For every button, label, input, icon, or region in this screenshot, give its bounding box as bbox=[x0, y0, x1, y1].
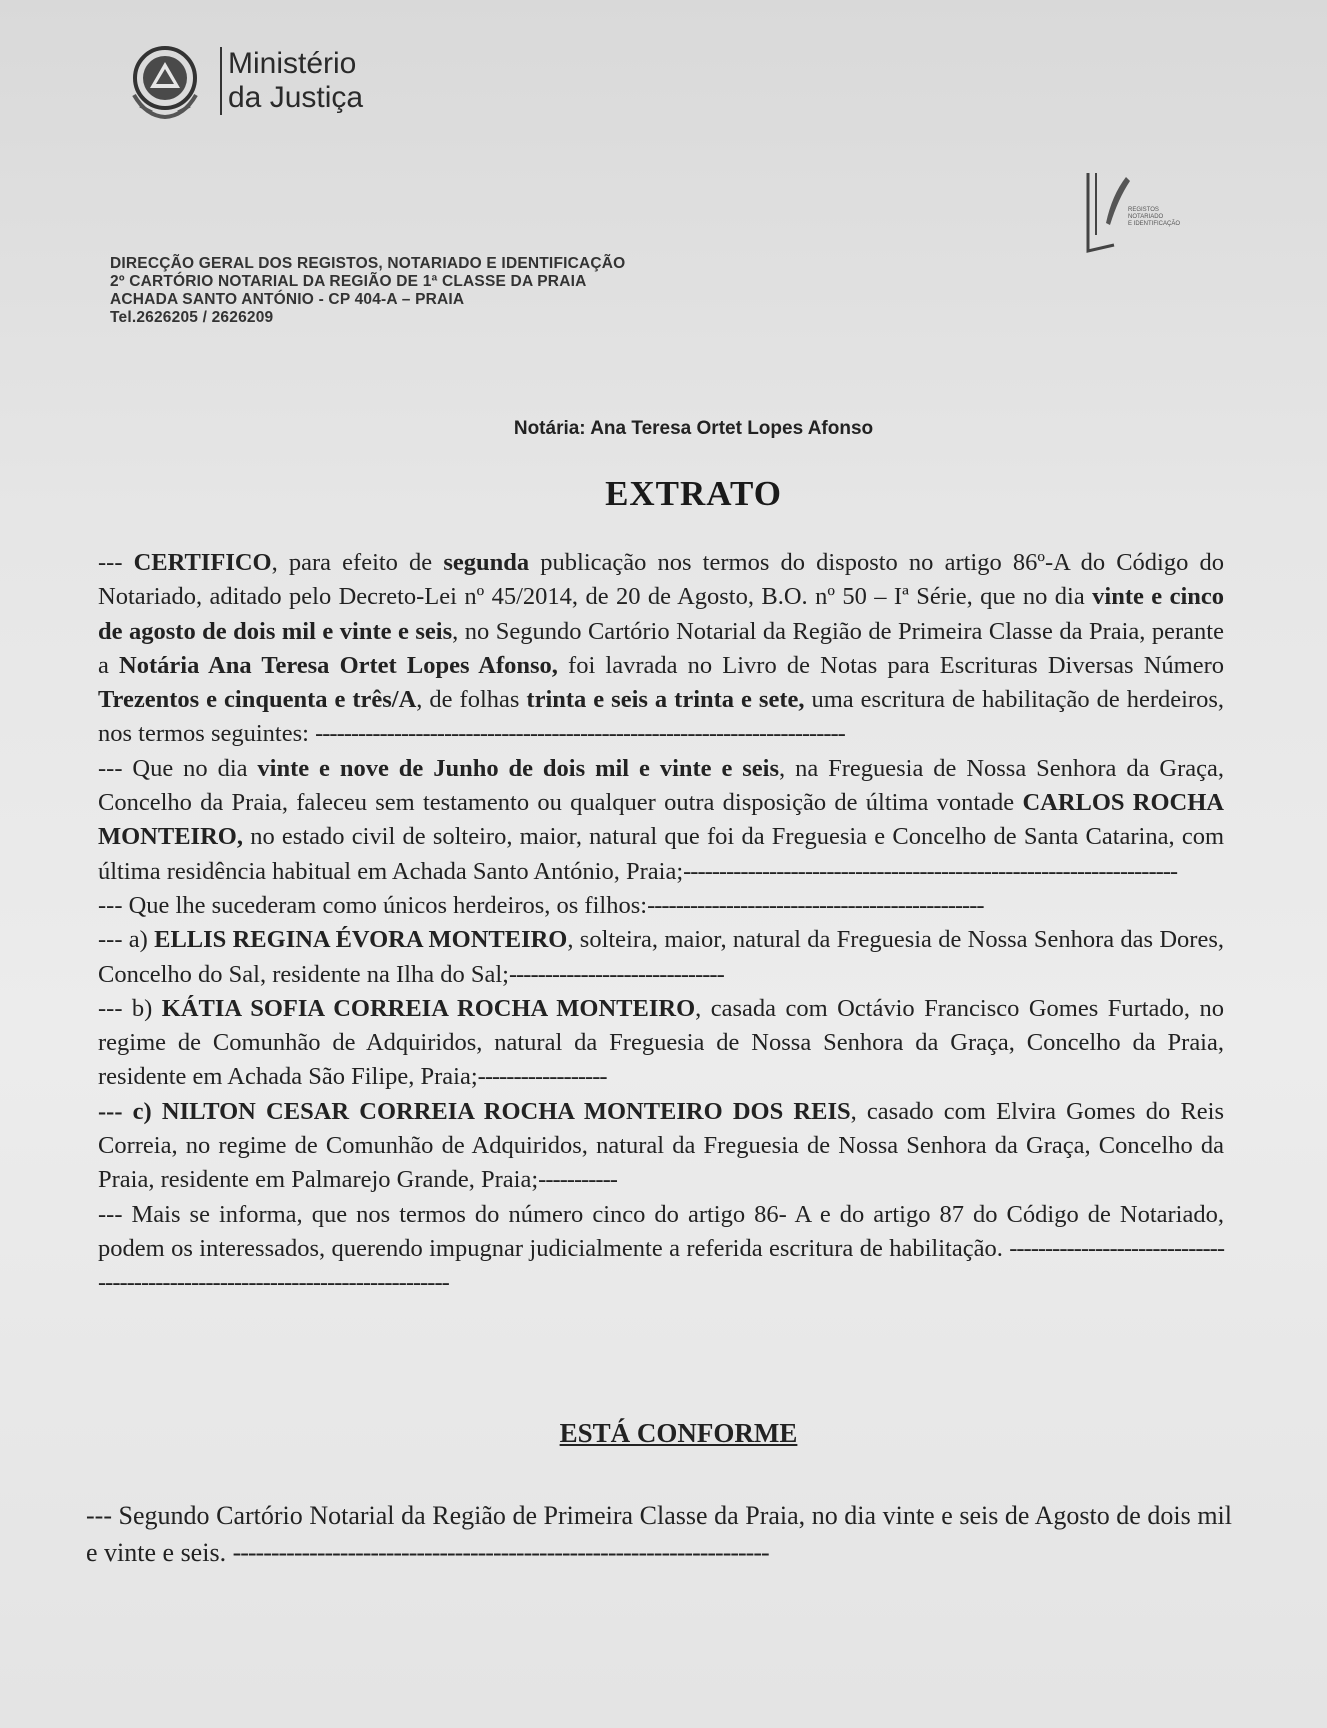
dash-filler: ----------------------------------------------- bbox=[647, 891, 984, 919]
cape-verde-coat-of-arms-icon bbox=[124, 40, 206, 122]
text: , no Segundo Cartório Notarial da Região de Primeira Classe da Praia, perante a bbox=[98, 617, 1224, 679]
document-title: EXTRATO bbox=[605, 474, 782, 513]
header-line: 2º CARTÓRIO NOTARIAL DA REGIÃO DE 1ª CLASSE DA PRAIA bbox=[110, 273, 587, 290]
text: --- bbox=[98, 549, 134, 576]
bold-text: trinta e seis a trinta e sete, bbox=[526, 686, 805, 714]
text: --- b) bbox=[98, 994, 162, 1022]
dash-filler: ------------------------------ bbox=[508, 960, 724, 988]
text: publicação nos termos do disposto no artigo 86º-A do Código do Notariado, aditado pelo Decreto-Lei nº 45/2014, de 20 de Agosto, B.O. nº 50 – Iª Série, que no dia bbox=[98, 549, 1224, 611]
notary-name: Notária: Ana Teresa Ortet Lopes Afonso bbox=[513, 418, 874, 439]
paragraph-heir-b bbox=[98, 992, 1224, 1095]
text: foi lavrada no Livro de Notas para Escrituras Diversas Número bbox=[557, 651, 1224, 679]
bold-text: segunda bbox=[443, 549, 530, 576]
text: --- Mais se informa, que nos termos do número cinco do artigo 86- A e do artigo 87 do Código de Notariado, podem os interessados, querendo impugnar judicialmente a referida escritura de habilitação. bbox=[98, 1200, 1224, 1262]
dash-filler: -------------------------------------------------------------------------- bbox=[315, 720, 845, 748]
bold-text: NILTON CESAR CORREIA ROCHA MONTEIRO DOS REIS bbox=[161, 1097, 851, 1125]
bold-text: KÁTIA SOFIA CORREIA ROCHA MONTEIRO bbox=[161, 994, 696, 1022]
header-line: Tel.2626205 / 2626209 bbox=[110, 309, 274, 326]
text: , para efeito de bbox=[271, 549, 444, 576]
office-header bbox=[110, 255, 625, 327]
text: , de folhas bbox=[416, 686, 527, 714]
ministry-line1: Ministério bbox=[228, 47, 357, 80]
text: uma escritura de habilitação de herdeiros, nos termos seguintes: bbox=[98, 686, 1224, 748]
bold-text: CERTIFICO bbox=[133, 549, 272, 576]
bold-text: CARLOS ROCHA MONTEIRO, bbox=[98, 789, 1224, 851]
ministry-line2: da Justiça bbox=[228, 81, 364, 114]
bold-text: --- c) bbox=[98, 1097, 162, 1125]
text: --- Segundo Cartório Notarial da Região de Primeira Classe da Praia, no dia vinte e seis de Agosto de dois mil e vinte e seis. bbox=[86, 1501, 1232, 1567]
bold-text: vinte e cinco de agosto de dois mil e vinte e seis bbox=[98, 583, 1224, 645]
registry-logo-text: REGISTOS NOTARIADO E IDENTIFICAÇÃO bbox=[1128, 207, 1181, 227]
paragraph-notice bbox=[98, 1198, 1224, 1301]
header-line: ACHADA SANTO ANTÓNIO - CP 404-A – PRAIA bbox=[110, 291, 465, 308]
ministry-name bbox=[220, 47, 363, 115]
closing-paragraph bbox=[86, 1497, 1232, 1571]
dash-filler: ------------------ bbox=[477, 1063, 607, 1091]
paragraph-certifico bbox=[98, 546, 1224, 752]
ministry-logo bbox=[124, 40, 363, 122]
registry-logo bbox=[1084, 165, 1204, 255]
paragraph-heirs-intro bbox=[98, 889, 1224, 923]
bold-text: Trezentos e cinquenta e três/A bbox=[98, 686, 417, 714]
dash-filler: ----------- bbox=[538, 1166, 617, 1194]
text: , solteira, maior, natural da Freguesia de Nossa Senhora das Dores, Concelho do Sal, residente na Ilha do Sal; bbox=[98, 926, 1225, 988]
bold-text: vinte e nove de Junho de dois mil e vinte e seis bbox=[257, 754, 780, 782]
bold-text: Notária Ana Teresa Ortet Lopes Afonso, bbox=[119, 651, 558, 679]
conformity-heading: ESTÁ CONFORME bbox=[559, 1418, 798, 1448]
bold-text: ELLIS REGINA ÉVORA MONTEIRO bbox=[154, 926, 568, 954]
text: --- Que no dia bbox=[98, 754, 258, 782]
text: no estado civil de solteiro, maior, natural que foi da Freguesia e Concelho de Santa Catarina, com última residência habitual em Achada Santo António, Praia; bbox=[98, 823, 1224, 885]
paragraph-death bbox=[98, 752, 1224, 889]
text: , na Freguesia de Nossa Senhora da Graça, Concelho da Praia, faleceu sem testamento ou qualquer outra disposição de última vontade bbox=[98, 754, 1224, 817]
paragraph-heir-c bbox=[98, 1095, 1224, 1198]
dash-filler: ---------------------------------------------------------------------- bbox=[232, 1538, 769, 1567]
text: , casado com Elvira Gomes do Reis Correia, no regime de Comunhão de Adquiridos, natural da Freguesia de Nossa Senhora da Graça, Concelho da Praia, residente em Palmarejo Grande, Praia; bbox=[98, 1097, 1225, 1194]
text: , casada com Octávio Francisco Gomes Furtado, no regime de Comunhão de Adquiridos, natural da Freguesia de Nossa Senhora da Graça, Concelho da Praia, residente em Achada São Filipe, Praia; bbox=[98, 994, 1224, 1091]
dash-filler: ------------------------------------------------------------------------------- bbox=[98, 1234, 1224, 1297]
closing-statement bbox=[86, 1497, 1232, 1571]
paragraph-heir-a bbox=[98, 923, 1224, 992]
document-body bbox=[98, 546, 1224, 1301]
header-line: DIRECÇÃO GERAL DOS REGISTOS, NOTARIADO E IDENTIFICAÇÃO bbox=[110, 255, 626, 272]
dash-filler: --------------------------------------------------------------------- bbox=[683, 857, 1178, 885]
text: --- Que lhe sucederam como únicos herdeiros, os filhos: bbox=[98, 891, 648, 919]
text: --- a) bbox=[98, 926, 155, 954]
